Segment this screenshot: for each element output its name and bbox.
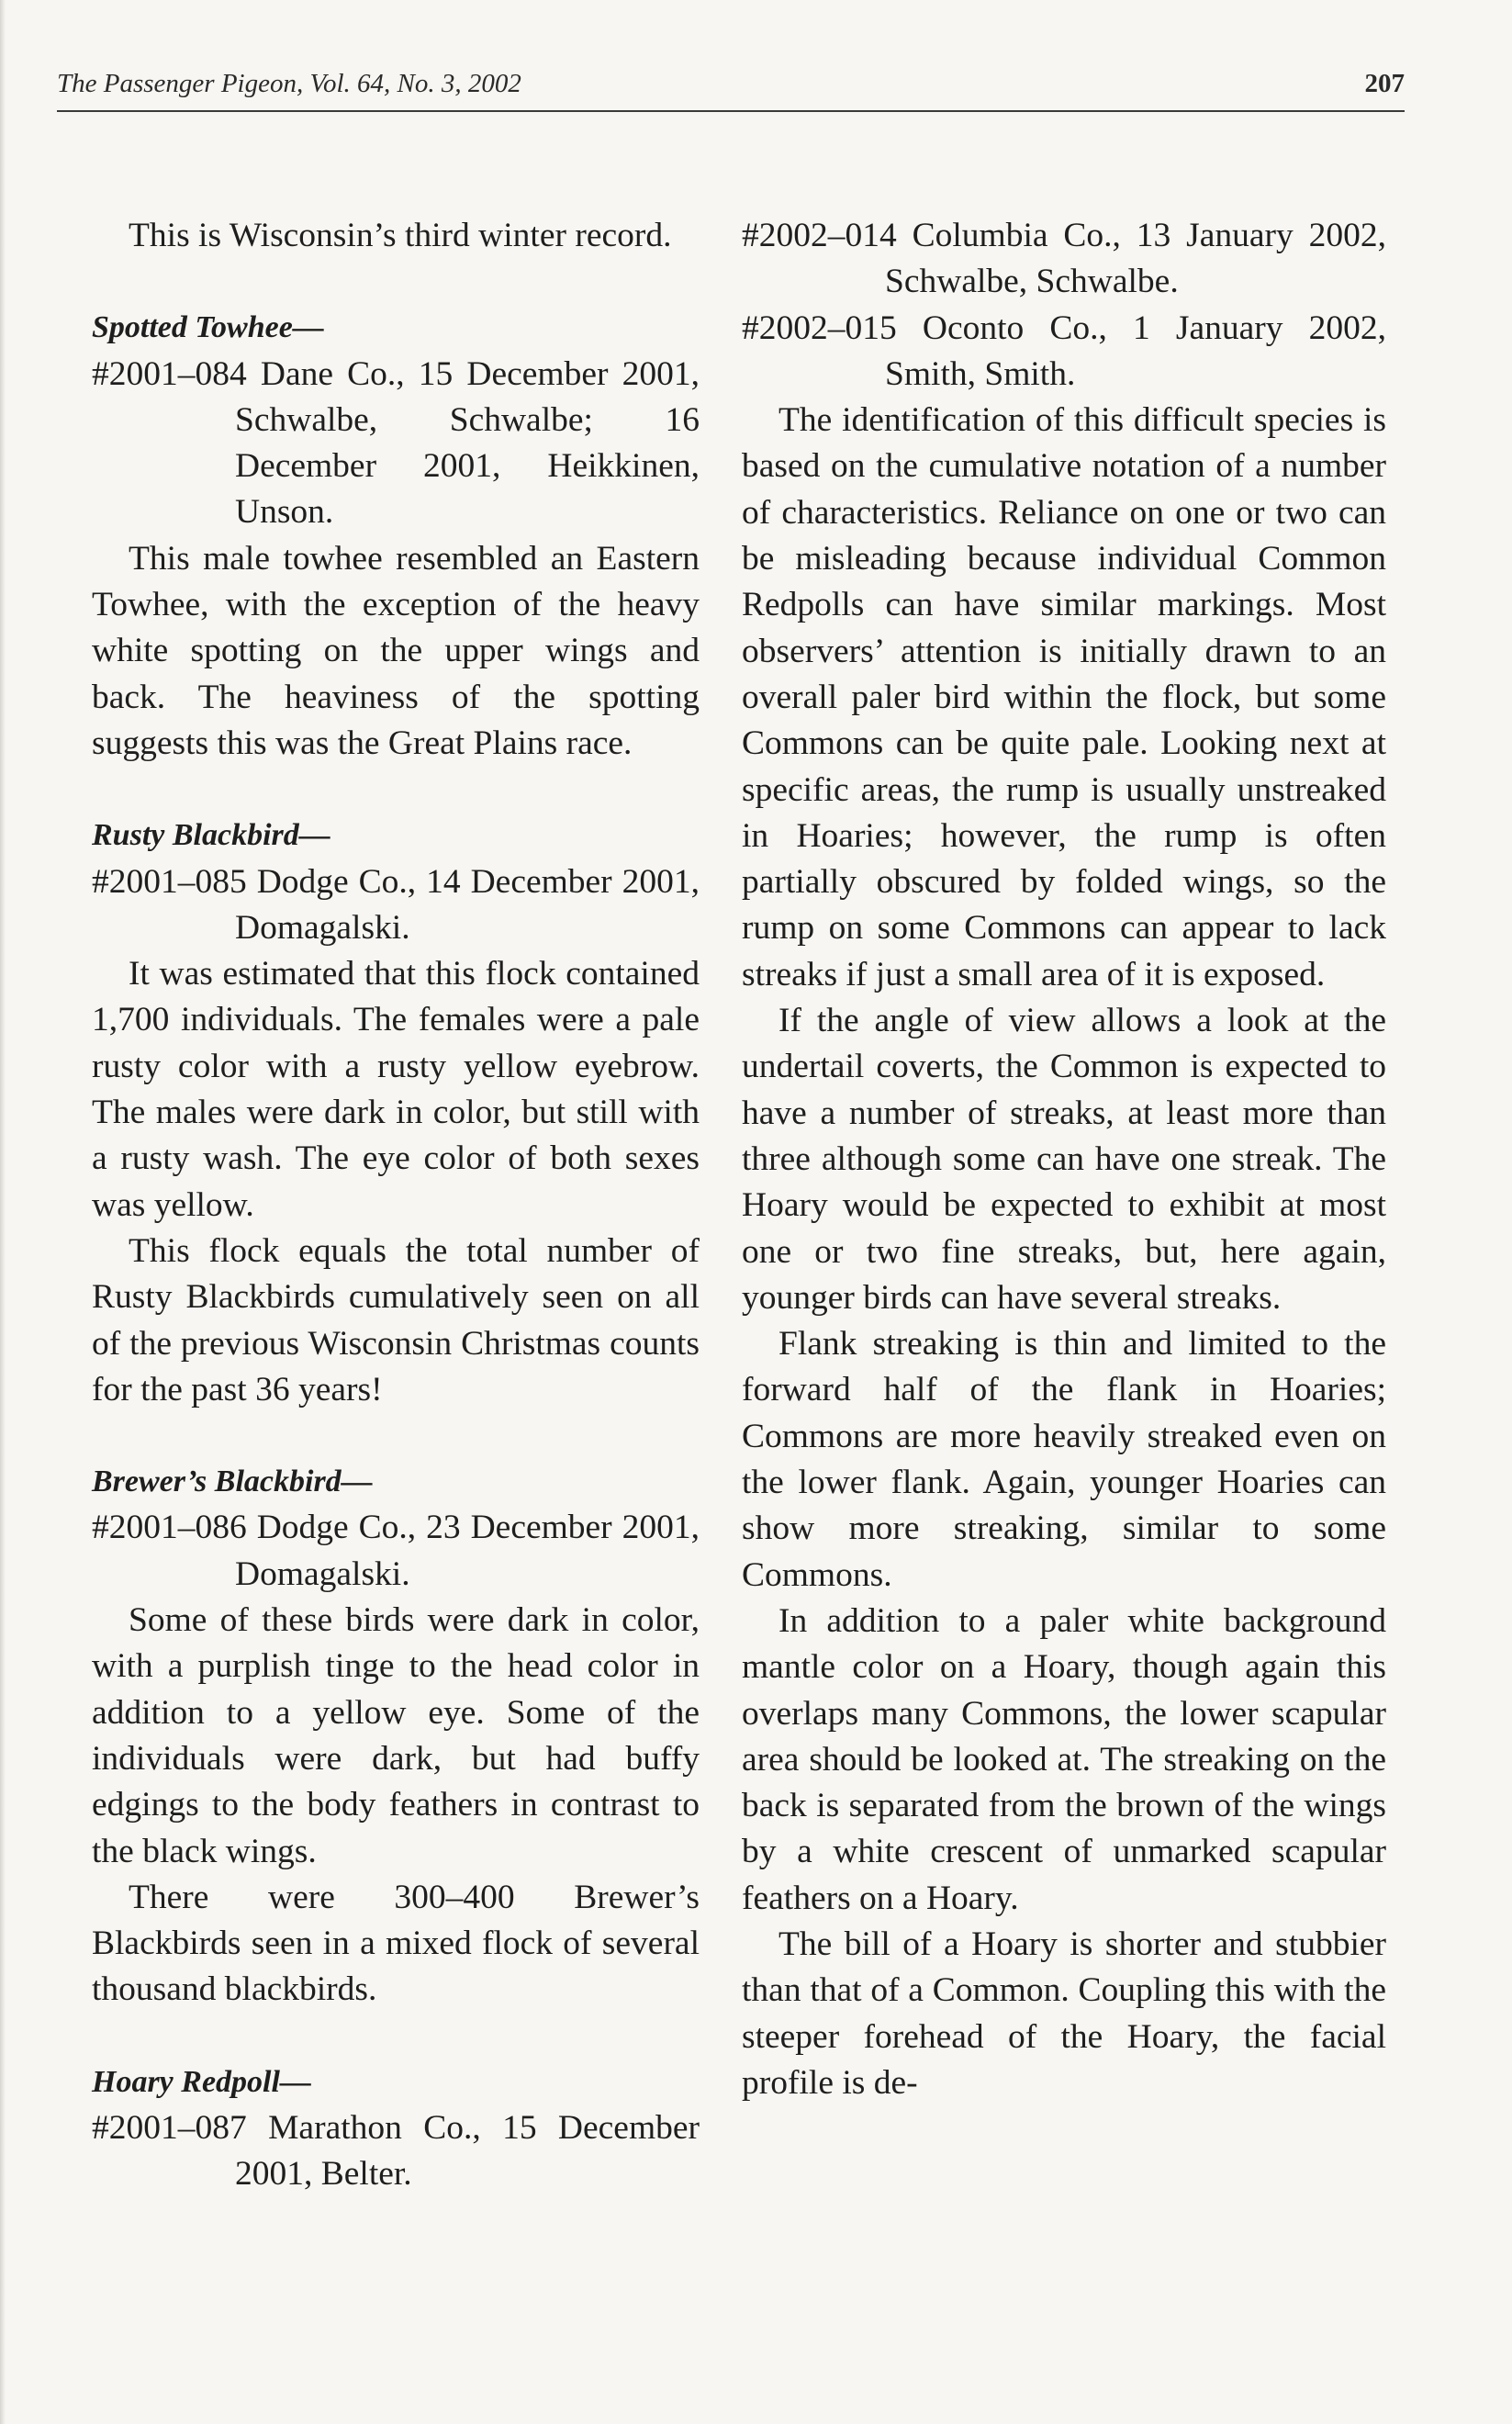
record-entry: #2002–015 Oconto Co., 1 January 2002, Smith, Smith. bbox=[742, 309, 1386, 393]
section-gap bbox=[92, 2014, 700, 2059]
record-entry: #2002–014 Columbia Co., 13 January 2002, Schwalbe, Schwalbe. bbox=[742, 217, 1386, 301]
right-column bbox=[742, 213, 1386, 2106]
intro-paragraph: This is Wisconsin’s third winter record. bbox=[129, 217, 672, 254]
record-entry: #2001–087 Marathon Co., 15 December 2001, Belter. bbox=[92, 2108, 700, 2194]
body-paragraph: The bill of a Hoary is shorter and stubbier than that of a Common. Coupling this with the steeper forehead of the Hoary, the facial profile is de- bbox=[742, 1925, 1386, 2102]
species-heading-brewers-blackbird: Brewer’s Blackbird— bbox=[92, 1464, 373, 1499]
section-gap bbox=[92, 259, 700, 305]
body-paragraph: It was estimated that this flock contained 1,700 individuals. The females were a pale rusty color with a rusty yellow eyebrow. The males were dark in color, but still with a rusty wash. The eye color of both sexes was yellow. bbox=[92, 955, 700, 1224]
species-heading-hoary-redpoll: Hoary Redpoll— bbox=[92, 2064, 311, 2099]
body-paragraph: There were 300–400 Brewer’s Blackbirds seen in a mixed flock of several thousand blackbirds. bbox=[92, 1878, 700, 2009]
record-entry: #2001–086 Dodge Co., 23 December 2001, Domagalski. bbox=[92, 1509, 700, 1593]
section-gap bbox=[92, 1413, 700, 1459]
section-gap bbox=[92, 767, 700, 813]
body-paragraph: This male towhee resembled an Eastern Towhee, with the exception of the heavy white spotting on the upper wings and back. The heaviness of the spotting suggests this was the Great Plains race. bbox=[92, 539, 700, 762]
species-heading-spotted-towhee: Spotted Towhee— bbox=[92, 310, 324, 345]
body-paragraph: The identification of this difficult species is based on the cumulative notation of a number of characteristics. Reliance on one or two can be misleading because individual Common Redpolls can have similar markings. Most observers’ attention is initially drawn to an overall paler bird within the flock, but some Commons can be quite pale. Looking next at specific areas, the rump is usually unstreaked in Hoaries; however, the rump is often partially obscured by folded wings, so the rump on some Commons can appear to lack streaks if just a small area of it is exposed. bbox=[742, 401, 1386, 993]
body-paragraph: If the angle of view allows a look at the undertail coverts, the Common is expected to have a number of streaks, at least more than three although some can have one streak. The Hoary would be expected to exhibit at most one or two fine streaks, but, here again, younger birds can have several streaks. bbox=[742, 1002, 1386, 1317]
page-edge bbox=[0, 0, 6, 2424]
journal-citation: The Passenger Pigeon, Vol. 64, No. 3, 2002 bbox=[57, 69, 521, 98]
body-paragraph: Flank streaking is thin and limited to the forward half of the flank in Hoaries; Commons are more heavily streaked even on the lower flank. Again, younger Hoaries can show more streaking, similar to some Commons. bbox=[742, 1325, 1386, 1594]
left-column bbox=[92, 213, 700, 2198]
record-entry: #2001–085 Dodge Co., 14 December 2001, Domagalski. bbox=[92, 862, 700, 947]
record-entry: #2001–084 Dane Co., 15 December 2001, Schwalbe, Schwalbe; 16 December 2001, Heikkinen, Unson. bbox=[92, 354, 700, 532]
running-head bbox=[57, 68, 1405, 112]
body-paragraph: Some of these birds were dark in color, with a purplish tinge to the head color in addition to a yellow eye. Some of the individuals were dark, but had buffy edgings to the body feathers in contrast to the black wings. bbox=[92, 1601, 700, 1870]
species-heading-rusty-blackbird: Rusty Blackbird— bbox=[92, 818, 330, 853]
body-paragraph: This flock equals the total number of Rusty Blackbirds cumulatively seen on all of the previous Wisconsin Christmas counts for the past 36 years! bbox=[92, 1231, 700, 1408]
body-paragraph: In addition to a paler white background mantle color on a Hoary, though again this overlaps many Commons, the lower scapular area should be looked at. The streaking on the back is separated from the brown of the wings by a white crescent of unmarked scapular feathers on a Hoary. bbox=[742, 1601, 1386, 1917]
page-number: 207 bbox=[1364, 69, 1405, 98]
